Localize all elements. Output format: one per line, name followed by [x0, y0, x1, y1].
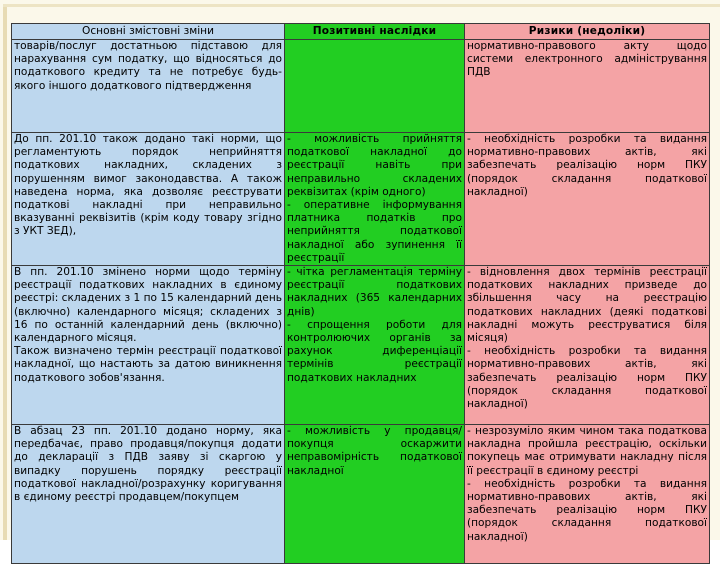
cell-positive: - можливість у продавця/покупця оскаржити неправомірність податкової накладної — [285, 425, 465, 564]
cell-positive — [285, 40, 465, 133]
table-header-row — [12, 24, 710, 40]
cell-positive: - можливість прийняття податкової накладної до реєстрації навіть при неправильно складених реквізитах (крім одного) - оперативне інформування платника податків про неприйняття податкової накладної або зупинення її реєстрації — [285, 133, 465, 266]
slide-frame-top-border — [3, 4, 720, 7]
table-row — [12, 425, 710, 564]
header-main-changes: Основні змістовні зміни — [12, 24, 285, 40]
cell-risk: - необхідність розробки та видання нормативно-правових актів, які забезпечать реалізацію норм ПКУ (порядок складання податкової накладної) — [465, 133, 710, 266]
cell-main-change: В абзац 23 пп. 201.10 додано норму, яка передбачає, право продавця/покупця додати до декларації з ПДВ заяву зі скаргою у випадку порушень порядку реєстрації податкової накладної/розрахунку коригування в єдиному реєстрі продавцем/покупцем — [12, 425, 285, 564]
cell-main-change: товарів/послуг достатньою підставою для нарахування сум податку, що відносяться до податкового кредиту та не потребує будь-якого іншого додаткового підтвердження — [12, 40, 285, 133]
table-row — [12, 40, 710, 133]
cell-risk: - відновлення двох термінів реєстрації податкових накладних призведе до збільшення часу на реєстрацію податкових накладних (деякі податкові накладні можуть реєструватися біля місяця) - необхідність розробки та видання нормативно-правових актів, які забезпечать реалізацію норм ПКУ (порядок складання податкової накладної) — [465, 266, 710, 425]
header-positive-consequences: Позитивні наслідки — [285, 24, 465, 40]
table-row — [12, 266, 710, 425]
cell-positive: - чітка регламентація терміну реєстрації податкових накладних (365 календарних днів) - спрощення роботи для контролюючих органів за рахунок диференціації термінів реєстрації податкових накладних — [285, 266, 465, 425]
cell-risk: нормативно-правового акту щодо системи електронного адміністрування ПДВ — [465, 40, 710, 133]
slide-frame-left-border — [3, 4, 7, 540]
header-risks: Ризики (недоліки) — [465, 24, 710, 40]
changes-table — [11, 23, 710, 564]
cell-risk: - незрозуміло яким чином така податкова накладна пройшла реєстрацію, оскільки покупець має отримувати накладну після її реєстрації в єдиному реєстрі - необхідність розробки та видання нормативно-правових актів, які забезпечать реалізацію норм ПКУ (порядок складання податкової накладної) — [465, 425, 710, 564]
cell-main-change: В пп. 201.10 змінено норми щодо терміну реєстрації податкових накладних в єдиному реєстрі: складених з 1 по 15 календарний день (включно) календарного місяця; складених з 16 по останній календарний день (включно) календарного місяця. Також визначено термін реєстрації податкової накладної, що настають за датою виникнення податкового зобов'язання. — [12, 266, 285, 425]
table-row — [12, 133, 710, 266]
cell-main-change: До пп. 201.10 також додано такі норми, що регламентують порядок неприйняття податкових накладних, складених з порушенням вимог законодавства. А також наведена норма, яка дозволяє реєструвати податкові накладні при неправильно вказуванні реквізитів (крім коду товару згідно з УКТ ЗЕД), — [12, 133, 285, 266]
